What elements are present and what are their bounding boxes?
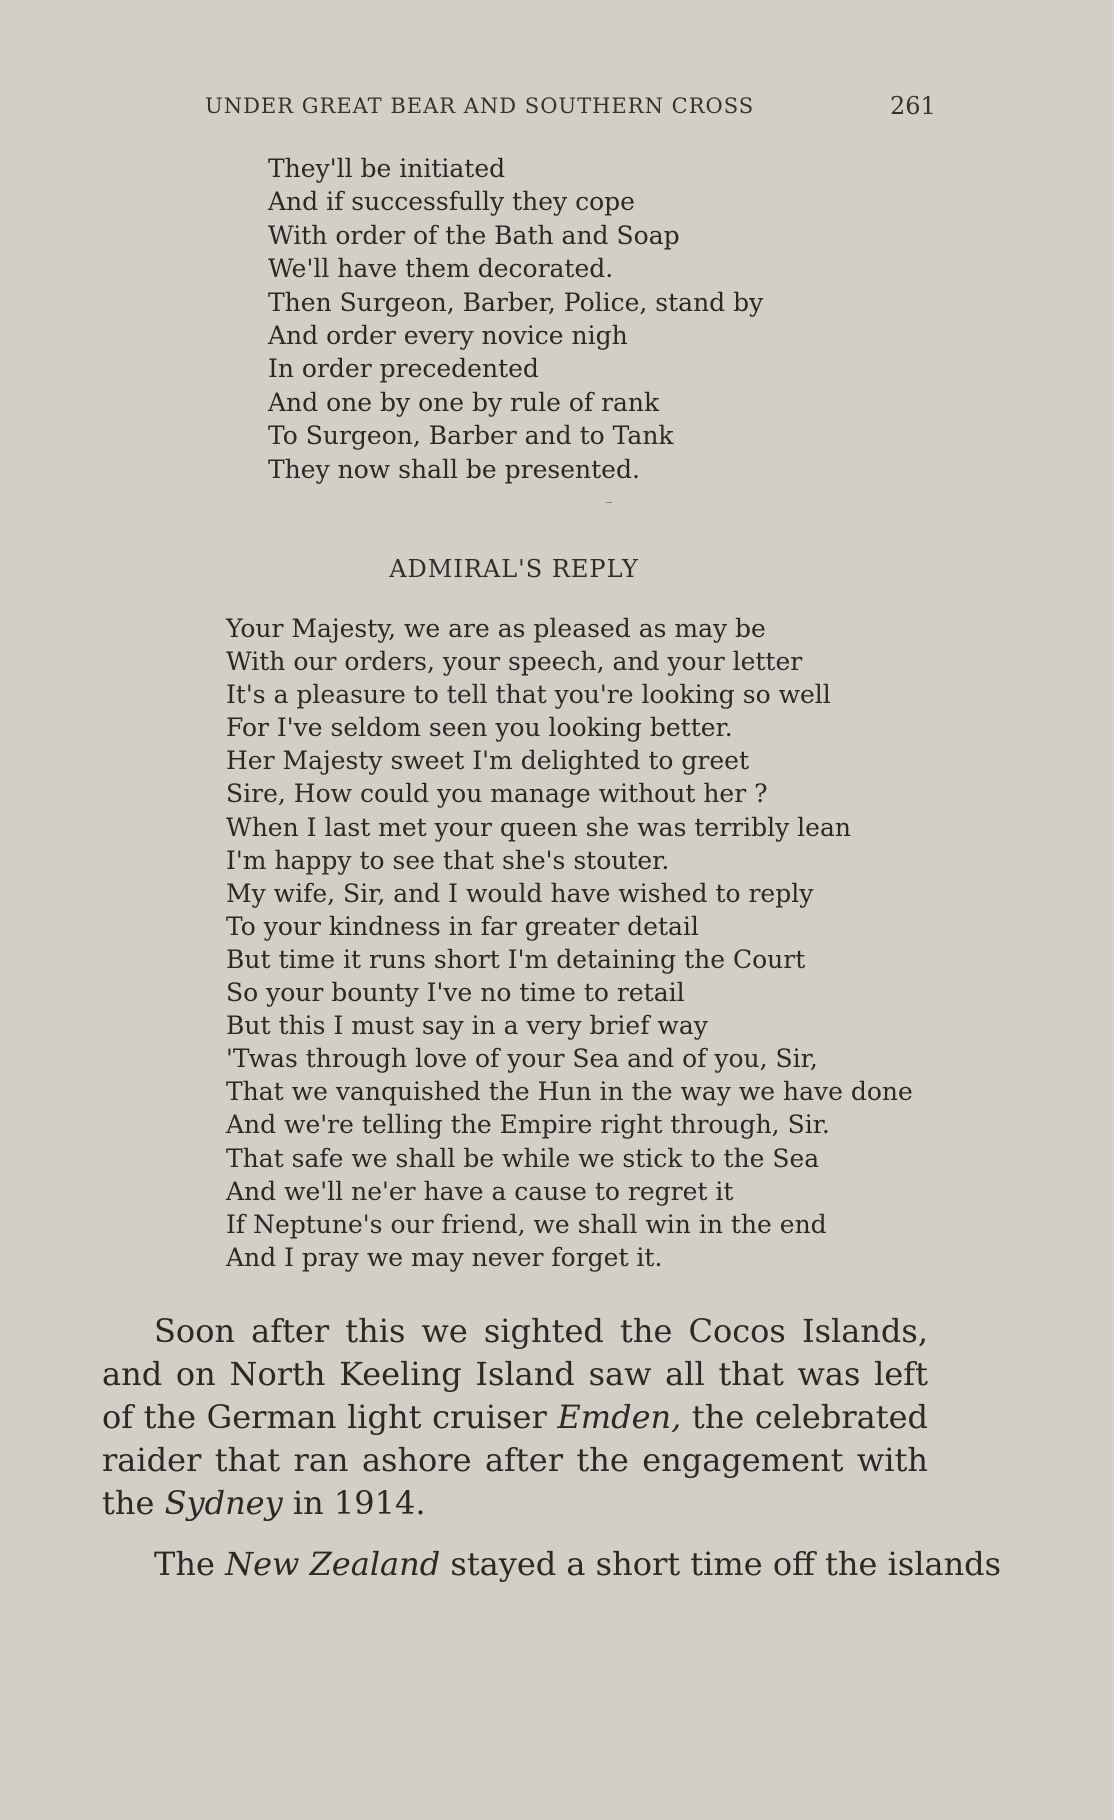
ship-name-emden: Emden,	[557, 1398, 682, 1436]
verse-line: And I pray we may never forget it.	[226, 1242, 663, 1272]
paragraph-text: Soon after this we sighted the Cocos Islands, and on North Keeling Island saw all that was left of the German light cruiser	[102, 1312, 928, 1436]
verse-line: For I've seldom seen you looking better.	[226, 713, 733, 743]
running-head: UNDER GREAT BEAR AND SOUTHERN CROSS	[205, 94, 755, 118]
paragraph-text: stayed a short time off the islands	[440, 1545, 1002, 1583]
verse-line: But time it runs short I'm detaining the Court	[226, 944, 806, 974]
section-title: ADMIRAL'S REPLY	[389, 555, 639, 583]
verse-line: And if successfully they cope	[268, 187, 635, 217]
verse-line: And one by one by rule of rank	[268, 387, 660, 417]
ship-name-sydney: Sydney	[164, 1484, 283, 1522]
verse-line: And we're telling the Empire right through, Sir.	[226, 1110, 830, 1140]
verse-line: And order every novice nigh	[268, 321, 628, 351]
verse-line: But this I must say in a very brief way	[226, 1011, 708, 1041]
verse-line: Then Surgeon, Barber, Police, stand by	[268, 287, 764, 317]
verse-line: To your kindness in far greater detail	[226, 911, 699, 941]
verse-line: In order precedented	[268, 354, 539, 384]
verse-line: I'm happy to see that she's stouter.	[226, 845, 670, 875]
verse-line: That safe we shall be while we stick to the Sea	[226, 1143, 820, 1173]
verse-line: With our orders, your speech, and your letter	[226, 647, 803, 677]
verse-line: My wife, Sir, and I would have wished to reply	[226, 878, 814, 908]
paragraph-cocos-islands	[102, 1310, 928, 1525]
page-number: 261	[890, 92, 936, 120]
paragraph-text: in 1914.	[282, 1484, 426, 1522]
verse-line: And we'll ne'er have a cause to regret it	[226, 1176, 734, 1206]
verse-line: With order of the Bath and Soap	[268, 220, 680, 250]
paragraph-text: the celebrated raider that ran ashore after the engagement with the	[102, 1398, 929, 1522]
verse-line: We'll have them decorated.	[268, 254, 614, 284]
verse-line: They now shall be presented.	[268, 454, 640, 484]
divider-mark	[606, 502, 612, 503]
paragraph-text: The	[154, 1545, 226, 1583]
verse-line: Your Majesty, we are as pleased as may be	[226, 614, 766, 643]
verse-line: It's a pleasure to tell that you're looking so well	[226, 680, 831, 710]
verse-line: If Neptune's our friend, we shall win in the end	[226, 1209, 827, 1239]
verse-line: 'Twas through love of your Sea and of you, Sir,	[226, 1044, 818, 1074]
verse-line: So your bounty I've no time to retail	[226, 978, 685, 1008]
paragraph-new-zealand	[102, 1543, 1002, 1586]
verse-line: Sire, How could you manage without her ?	[226, 779, 768, 809]
verse-line: To Surgeon, Barber and to Tank	[268, 421, 674, 451]
admirals-reply-verse	[226, 612, 913, 1274]
verse-line: They'll be initiated	[268, 154, 506, 183]
ship-name-new-zealand: New Zealand	[225, 1545, 441, 1583]
verse-continued	[268, 152, 763, 486]
verse-line: That we vanquished the Hun in the way we have done	[226, 1077, 913, 1107]
verse-line: When I last met your queen she was terribly lean	[226, 812, 851, 842]
verse-line: Her Majesty sweet I'm delighted to greet	[226, 746, 750, 776]
